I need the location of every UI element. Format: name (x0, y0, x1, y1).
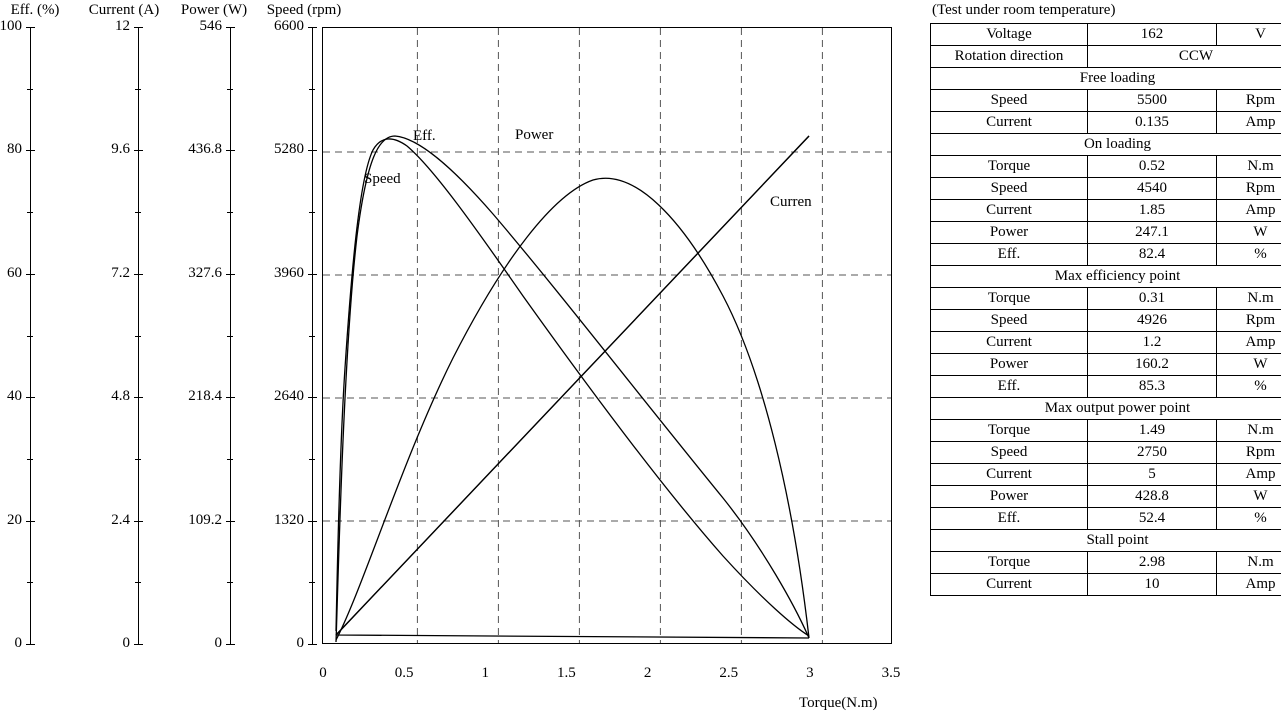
table-row (931, 90, 1281, 112)
table-cell-label: Torque (931, 288, 1088, 310)
axis-tick-efficiency-3 (26, 397, 35, 398)
table-cell-value: 0.135 (1088, 112, 1217, 134)
curve-current-line (336, 136, 809, 635)
axis-ticklabel-current-3: 4.8 (111, 388, 130, 404)
table-row (931, 288, 1281, 310)
table-cell-label: Current (931, 574, 1088, 596)
table-cell-unit: W (1217, 486, 1281, 508)
table-cell-label: Current (931, 464, 1088, 486)
table-cell-unit: Amp (1217, 200, 1281, 222)
axis-ticklabel-power-5: 0 (214, 635, 222, 651)
table-cell-value: 2.98 (1088, 552, 1217, 574)
x-ticklabel-5: 2.5 (719, 665, 739, 681)
axis-ticklabel-speed-1: 5280 (274, 141, 304, 157)
table-cell-value: 85.3 (1088, 376, 1217, 398)
table-cell-unit: W (1217, 354, 1281, 376)
table-cell-unit: Amp (1217, 574, 1281, 596)
axis-ticklabel-efficiency-5: 0 (14, 635, 22, 651)
table-cell-value: 82.4 (1088, 244, 1217, 266)
axis-ticklabel-power-1: 436.8 (188, 141, 222, 157)
axis-minortick-current-1 (135, 212, 141, 213)
table-cell-value: 162 (1088, 24, 1217, 46)
axis-minortick-efficiency-3 (27, 459, 33, 460)
table-cell-unit: N.m (1217, 288, 1281, 310)
spec-table (930, 23, 1281, 596)
axis-title-power: Power (W) (180, 2, 248, 18)
table-row (931, 310, 1281, 332)
axis-minortick-speed-3 (309, 459, 315, 460)
table-cell-value: 4540 (1088, 178, 1217, 200)
axis-ticklabel-power-0: 546 (199, 18, 222, 34)
table-cell-unit: V (1217, 24, 1281, 46)
table-cell-label: Voltage (931, 24, 1088, 46)
axis-ticklabel-current-4: 2.4 (111, 512, 130, 528)
table-row (931, 266, 1281, 288)
table-cell-label: Rotation direction (931, 46, 1088, 68)
axis-tick-speed-1 (308, 150, 317, 151)
label-speed: Speed (364, 171, 401, 187)
table-row (931, 244, 1281, 266)
axis-minortick-efficiency-2 (27, 336, 33, 337)
axis-minortick-current-0 (135, 89, 141, 90)
curve-efficiency (336, 136, 809, 642)
curve-power (336, 178, 809, 640)
table-row (931, 46, 1281, 68)
table-cell-value: 0.52 (1088, 156, 1217, 178)
table-cell-label: Torque (931, 156, 1088, 178)
axis-minortick-efficiency-4 (27, 582, 33, 583)
table-cell-unit: Rpm (1217, 178, 1281, 200)
table-cell-value: 1.49 (1088, 420, 1217, 442)
table-row (931, 376, 1281, 398)
axis-tick-speed-2 (308, 274, 317, 275)
axis-title-current: Current (A) (88, 2, 160, 18)
table-row (931, 178, 1281, 200)
axis-ticklabel-efficiency-1: 80 (7, 141, 22, 157)
table-cell-label: Eff. (931, 244, 1088, 266)
table-cell-label: Eff. (931, 376, 1088, 398)
table-row (931, 574, 1281, 596)
axis-minortick-power-4 (227, 582, 233, 583)
table-row (931, 200, 1281, 222)
axis-ticklabel-speed-5: 0 (296, 635, 304, 651)
plot-svg (323, 28, 891, 643)
label-current: Curren (770, 194, 812, 210)
axis-ticklabel-efficiency-4: 20 (7, 512, 22, 528)
axis-ticklabel-power-2: 327.6 (188, 265, 222, 281)
table-cell-value: 10 (1088, 574, 1217, 596)
axis-title-speed: Speed (rpm) (266, 2, 342, 18)
axis-minortick-current-2 (135, 336, 141, 337)
table-cell-label: Power (931, 354, 1088, 376)
axis-tick-efficiency-2 (26, 274, 35, 275)
table-cell-value: CCW (1088, 46, 1281, 68)
table-section-label: On loading (931, 134, 1281, 156)
axis-tick-efficiency-0 (26, 27, 35, 28)
axis-minortick-current-3 (135, 459, 141, 460)
table-cell-label: Torque (931, 420, 1088, 442)
table-cell-value: 4926 (1088, 310, 1217, 332)
table-cell-value: 52.4 (1088, 508, 1217, 530)
axis-minortick-efficiency-0 (27, 89, 33, 90)
table-row (931, 354, 1281, 376)
axis-tick-efficiency-4 (26, 521, 35, 522)
axis-ticklabel-speed-3: 2640 (274, 388, 304, 404)
table-cell-label: Speed (931, 310, 1088, 332)
table-cell-value: 0.31 (1088, 288, 1217, 310)
axis-ticklabel-efficiency-0: 100 (0, 18, 22, 34)
table-row (931, 222, 1281, 244)
table-cell-value: 160.2 (1088, 354, 1217, 376)
table-row (931, 68, 1281, 90)
axis-minortick-current-4 (135, 582, 141, 583)
axis-ticklabel-current-2: 7.2 (111, 265, 130, 281)
label-power: Power (515, 127, 554, 143)
table-section-label: Free loading (931, 68, 1281, 90)
table-cell-label: Speed (931, 178, 1088, 200)
axis-ticklabel-current-1: 9.6 (111, 141, 130, 157)
axis-tick-speed-0 (308, 27, 317, 28)
table-cell-value: 5 (1088, 464, 1217, 486)
table-cell-label: Power (931, 222, 1088, 244)
axis-title-efficiency: Eff. (%) (10, 2, 60, 18)
table-row (931, 156, 1281, 178)
axis-minortick-power-0 (227, 89, 233, 90)
axis-minortick-speed-2 (309, 336, 315, 337)
x-ticklabel-6: 3 (806, 665, 814, 681)
table-section-label: Max efficiency point (931, 266, 1281, 288)
spec-table-panel (930, 0, 1280, 596)
table-row (931, 530, 1281, 552)
label-eff: Eff. (413, 128, 436, 144)
table-cell-label: Current (931, 112, 1088, 134)
x-ticklabel-4: 2 (643, 665, 652, 681)
table-row (931, 486, 1281, 508)
x-ticklabel-7: 3.5 (881, 665, 901, 681)
table-cell-unit: Amp (1217, 332, 1281, 354)
axis-tick-efficiency-5 (26, 644, 35, 645)
axis-ticklabel-power-3: 218.4 (188, 388, 222, 404)
axis-ticklabel-speed-2: 3960 (274, 265, 304, 281)
table-cell-value: 1.2 (1088, 332, 1217, 354)
table-cell-label: Current (931, 200, 1088, 222)
table-row (931, 332, 1281, 354)
axis-ticklabel-efficiency-2: 60 (7, 265, 22, 281)
table-row (931, 24, 1281, 46)
axis-minortick-speed-4 (309, 582, 315, 583)
axis-tick-efficiency-1 (26, 150, 35, 151)
table-cell-value: 428.8 (1088, 486, 1217, 508)
axis-minortick-speed-0 (309, 89, 315, 90)
table-cell-unit: Amp (1217, 112, 1281, 134)
axis-ticklabel-current-0: 12 (115, 18, 130, 34)
table-cell-label: Torque (931, 552, 1088, 574)
table-cell-unit: Rpm (1217, 442, 1281, 464)
plot-area (322, 27, 892, 644)
axis-tick-speed-4 (308, 521, 317, 522)
table-cell-label: Current (931, 332, 1088, 354)
axis-minortick-efficiency-1 (27, 212, 33, 213)
table-cell-unit: N.m (1217, 420, 1281, 442)
table-row (931, 134, 1281, 156)
curve-speed (336, 139, 809, 636)
table-cell-value: 5500 (1088, 90, 1217, 112)
table-cell-unit: % (1217, 508, 1281, 530)
table-section-label: Max output power point (931, 398, 1281, 420)
axis-ticklabel-speed-4: 1320 (274, 512, 304, 528)
axis-minortick-speed-1 (309, 212, 315, 213)
axis-tick-speed-3 (308, 397, 317, 398)
table-note: (Test under room temperature) (932, 2, 1116, 18)
table-cell-unit: N.m (1217, 552, 1281, 574)
table-cell-label: Speed (931, 442, 1088, 464)
axis-ticklabel-speed-0: 6600 (274, 18, 304, 34)
table-cell-unit: % (1217, 244, 1281, 266)
table-row (931, 420, 1281, 442)
table-cell-unit: Rpm (1217, 310, 1281, 332)
table-row (931, 442, 1281, 464)
table-cell-label: Power (931, 486, 1088, 508)
table-cell-value: 247.1 (1088, 222, 1217, 244)
table-cell-value: 1.85 (1088, 200, 1217, 222)
table-cell-unit: Rpm (1217, 90, 1281, 112)
axis-tick-speed-5 (308, 644, 317, 645)
table-row (931, 112, 1281, 134)
axis-ticklabel-power-4: 109.2 (188, 512, 222, 528)
table-row (931, 398, 1281, 420)
axis-ticklabel-current-5: 0 (122, 635, 130, 651)
table-cell-unit: % (1217, 376, 1281, 398)
table-cell-unit: Amp (1217, 464, 1281, 486)
table-cell-unit: W (1217, 222, 1281, 244)
axis-minortick-power-1 (227, 212, 233, 213)
x-ticklabel-1: 0.5 (394, 665, 414, 681)
table-cell-value: 2750 (1088, 442, 1217, 464)
x-ticklabel-3: 1.5 (557, 665, 576, 681)
table-cell-unit: N.m (1217, 156, 1281, 178)
axis-minortick-power-2 (227, 336, 233, 337)
table-cell-label: Eff. (931, 508, 1088, 530)
table-section-label: Stall point (931, 530, 1281, 552)
x-ticklabel-2: 1 (481, 665, 490, 681)
axis-minortick-power-3 (227, 459, 233, 460)
table-cell-label: Speed (931, 90, 1088, 112)
x-ticklabel-0: 0 (319, 665, 327, 681)
x-axis-title: Torque(N.m) (799, 695, 878, 711)
axis-ticklabel-efficiency-3: 40 (7, 388, 22, 404)
table-row (931, 552, 1281, 574)
table-row (931, 464, 1281, 486)
table-row (931, 508, 1281, 530)
